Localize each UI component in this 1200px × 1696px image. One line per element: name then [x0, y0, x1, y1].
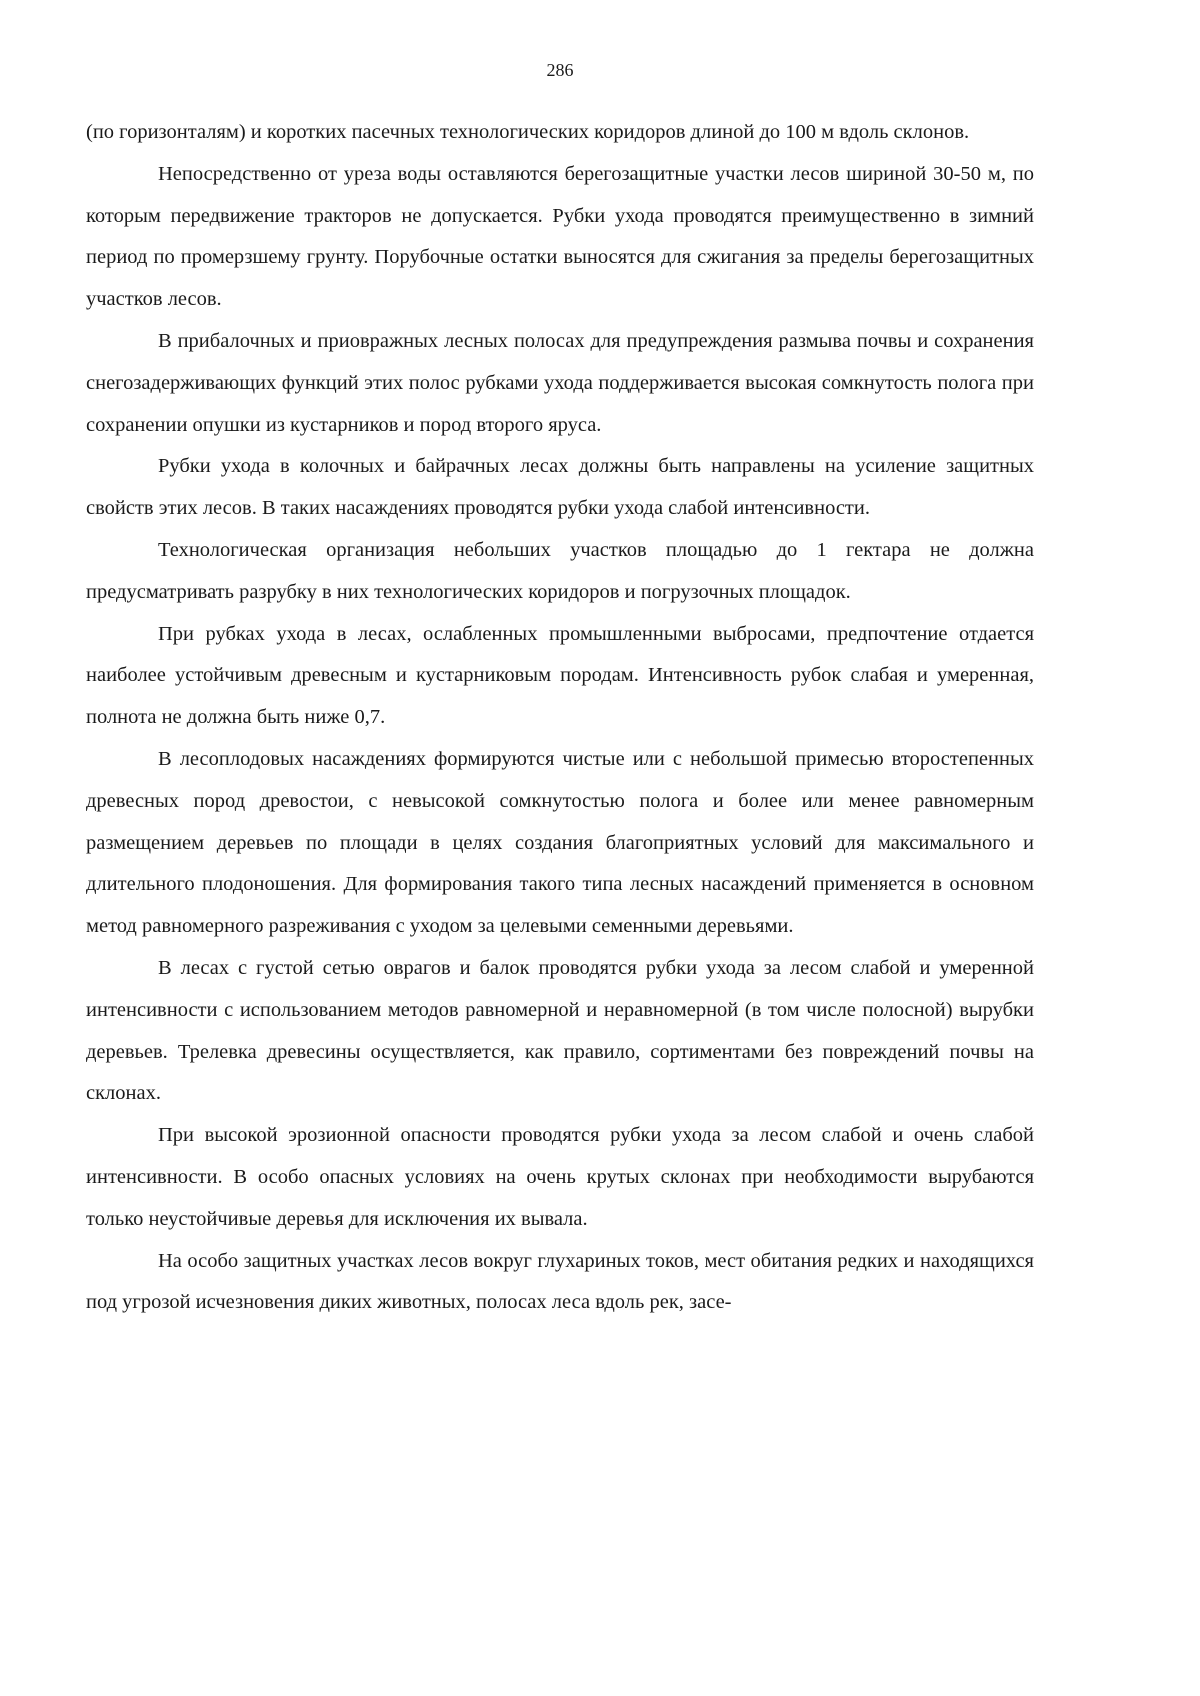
paragraph-small-plots: Технологическая организация небольших участков площадью до 1 гектара не должна предусматривать разрубку в них технологических коридоров и погрузочных площадок.: [86, 538, 1034, 603]
paragraph-emission-weakened: При рубках ухода в лесах, ослабленных промышленными выбросами, предпочтение отдается наиболее устойчивым древесным и кустарниковым породам. Интенсивность рубок слабая и умеренная, полнота не должна быть ниже 0,7.: [86, 622, 1034, 729]
paragraph-fruit-stands: В лесоплодовых насаждениях формируются чистые или с небольшой примесью второстепенных древесных пород древостои, с невысокой сомкнутостью полога и более или менее равномерным размещением деревьев по площади в целях создания благоприятных условий для максимального и длительного плодоношения. Для формирования такого типа лесных насаждений применяется в основном метод равномерного разреживания с уходом за целевыми семенными деревьями.: [86, 747, 1034, 938]
paragraph-continued: (по горизонталям) и коротких пасечных технологических коридоров длиной до 100 м вдоль склонов.: [86, 121, 970, 143]
paragraph-ravine-strips: В прибалочных и приовражных лесных полосах для предупреждения размыва почвы и сохранения снегозадерживающих функций этих полос рубками ухода поддерживается высокая сомкнутость полога при сохранении опушки из кустарников и пород второго яруса.: [86, 329, 1034, 436]
paragraph-erosion-risk: При высокой эрозионной опасности проводятся рубки ухода за лесом слабой и очень слабой интенсивности. В особо опасных условиях на очень крутых склонах при необходимости вырубаются только неустойчивые деревья для исключения их вывала.: [86, 1124, 1034, 1230]
paragraph-special-protection: На особо защитных участках лесов вокруг глухариных токов, мест обитания редких и находящихся под угрозой исчезновения диких животных, полосах леса вдоль рек, засе-: [86, 1249, 1034, 1314]
page-number: 286: [546, 60, 574, 80]
paragraph-kolki-forests: Рубки ухода в колочных и байрачных лесах должны быть направлены на усиление защитных свойств этих лесов. В таких насаждениях проводятся рубки ухода слабой интенсивности.: [86, 455, 1034, 520]
paragraph-gully-network: В лесах с густой сетью оврагов и балок проводятся рубки ухода за лесом слабой и умеренной интенсивности с использованием методов равномерной и неравномерной (в том числе полосной) вырубки деревьев. Трелевка древесины осуществляется, как правило, сортиментами без повреждений почвы на склонах.: [86, 956, 1034, 1105]
body-text: [86, 112, 1034, 1324]
paragraph-shore-protection: Непосредственно от уреза воды оставляются берегозащитные участки лесов шириной 30-50 м, по которым передвижение тракторов не допускается. Рубки ухода проводятся преимущественно в зимний период по промерзшему грунту. Порубочные остатки выносятся для сжигания за пределы берегозащитных участков лесов.: [86, 162, 1034, 311]
